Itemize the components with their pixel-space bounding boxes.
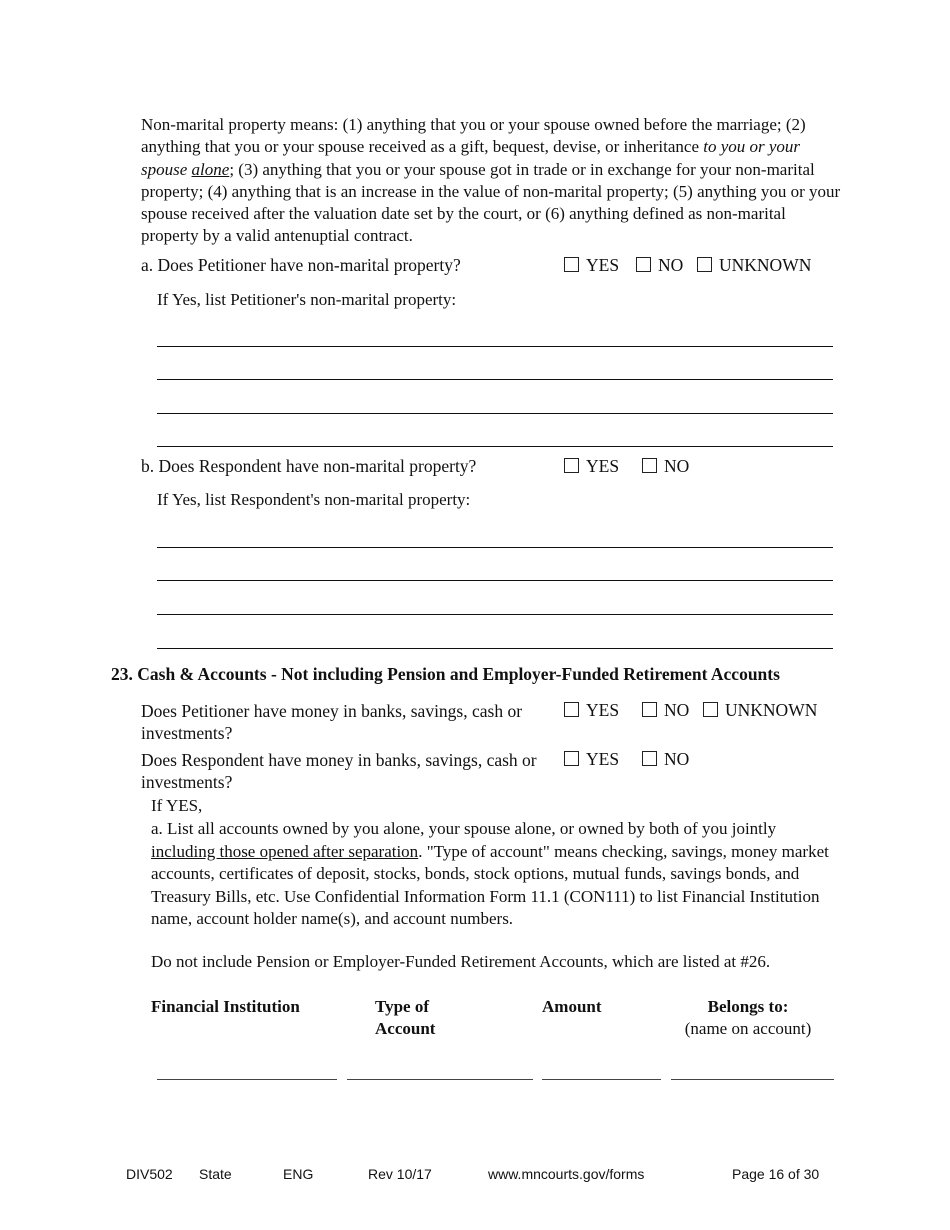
footer-language: ENG <box>283 1166 314 1182</box>
petitioner-cash-unknown-option[interactable]: UNKNOWN <box>703 700 817 721</box>
footer-jurisdiction: State <box>199 1166 232 1182</box>
if-yes-label: If YES, <box>151 796 203 815</box>
petitioner-cash-question: Does Petitioner have money in banks, savings, cash or investments? <box>141 701 523 743</box>
checkbox[interactable] <box>564 702 579 717</box>
checkbox[interactable] <box>642 458 657 473</box>
checkbox[interactable] <box>564 458 579 473</box>
petitioner-property-line-4[interactable] <box>157 446 833 447</box>
col-header-type-of-account: Type of Account <box>375 997 436 1038</box>
checkbox[interactable] <box>564 257 579 272</box>
respondent-property-line-2[interactable] <box>157 580 833 581</box>
checkbox[interactable] <box>703 702 718 717</box>
petitioner-property-line-1[interactable] <box>157 346 833 347</box>
respondent-property-line-1[interactable] <box>157 547 833 548</box>
amount-field[interactable] <box>542 1079 661 1080</box>
respondent-nonmarital-list-label: If Yes, list Respondent's non-marital property: <box>157 490 471 509</box>
respondent-cash-no-option[interactable]: NO <box>642 749 689 770</box>
accounts-instructions: a. List all accounts owned by you alone, your spouse alone, or owned by both of you jointly including those opened after separation. "Type of account" means checking, savings, money market accounts, certificates of deposit, stocks, bonds, stock options, mutual funds, savings bonds, and Treasury Bills, etc. Use Confidential Information Form 11.1 (CON111) to list Financial Institution name, account holder name(s), and account numbers. <box>151 819 829 928</box>
footer-form-number: DIV502 <box>126 1166 173 1182</box>
checkbox[interactable] <box>642 751 657 766</box>
respondent-nonmarital-no-option[interactable]: NO <box>642 456 689 477</box>
petitioner-nonmarital-no-option[interactable]: NO <box>636 255 683 276</box>
col-header-amount: Amount <box>542 997 602 1016</box>
section-23-heading: 23. Cash & Accounts - Not including Pension and Employer-Funded Retirement Accounts <box>111 664 780 684</box>
respondent-property-line-4[interactable] <box>157 648 833 649</box>
petitioner-nonmarital-unknown-option[interactable]: UNKNOWN <box>697 255 811 276</box>
checkbox[interactable] <box>697 257 712 272</box>
respondent-cash-question: Does Respondent have money in banks, savings, cash or investments? <box>141 750 537 792</box>
petitioner-nonmarital-list-label: If Yes, list Petitioner's non-marital property: <box>157 290 457 309</box>
checkbox[interactable] <box>636 257 651 272</box>
petitioner-nonmarital-question: a. Does Petitioner have non-marital property? <box>141 255 461 275</box>
checkbox[interactable] <box>564 751 579 766</box>
respondent-nonmarital-yes-option[interactable]: YES <box>564 456 619 477</box>
respondent-cash-yes-option[interactable]: YES <box>564 749 619 770</box>
retirement-accounts-note: Do not include Pension or Employer-Funded Retirement Accounts, which are listed at #26. <box>151 952 771 971</box>
respondent-nonmarital-question: b. Does Respondent have non-marital property? <box>141 456 477 476</box>
petitioner-cash-no-option[interactable]: NO <box>642 700 689 721</box>
type-of-account-field[interactable] <box>347 1079 533 1080</box>
checkbox[interactable] <box>642 702 657 717</box>
footer-url[interactable]: www.mncourts.gov/forms <box>488 1166 645 1182</box>
petitioner-cash-yes-option[interactable]: YES <box>564 700 619 721</box>
non-marital-definition: Non-marital property means: (1) anything that you or your spouse owned before the marriage; (2) anything that you or your spouse received as a gift, bequest, devise, or inheritance to you or your spouse alone; (3) anything that you or your spouse got in trade or in exchange for your non-marital property; (4) anything that is an increase in the value of non-marital property; (5) anything you or your spouse received after the valuation date set by the court, or (6) anything defined as non-marital property by a valid antenuptial contract. <box>141 115 841 246</box>
petitioner-property-line-3[interactable] <box>157 413 833 414</box>
belongs-to-field[interactable] <box>671 1079 834 1080</box>
col-header-financial-institution: Financial Institution <box>151 997 300 1016</box>
petitioner-nonmarital-yes-option[interactable]: YES <box>564 255 619 276</box>
footer-page-number: Page 16 of 30 <box>732 1166 820 1182</box>
footer-revision: Rev 10/17 <box>368 1166 432 1182</box>
respondent-property-line-3[interactable] <box>157 614 833 615</box>
financial-institution-field[interactable] <box>157 1079 337 1080</box>
petitioner-property-line-2[interactable] <box>157 379 833 380</box>
col-header-belongs-to: Belongs to: (name on account) <box>684 997 812 1038</box>
